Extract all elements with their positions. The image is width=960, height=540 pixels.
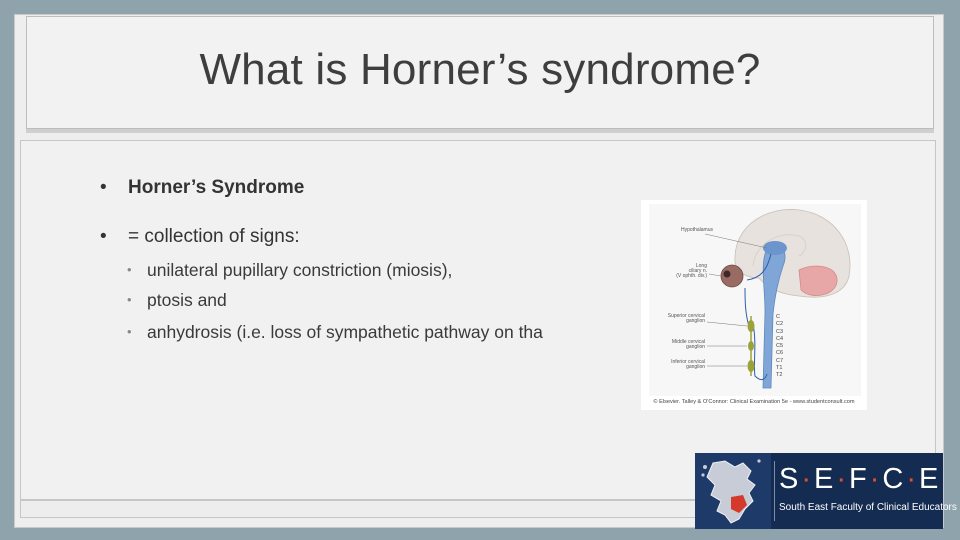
bullet-dot: • [100, 177, 107, 198]
bullet-dot: • [127, 292, 132, 307]
label-long-ciliary: Long ciliary n. (V ophth. div.) [676, 263, 707, 279]
level-label: C2 [776, 321, 784, 328]
bullet-item [100, 177, 304, 199]
sub-bullet-item [127, 260, 452, 281]
scotland-map-icon [695, 453, 771, 529]
logo-letter: F [849, 463, 870, 495]
logo-separator: · [836, 463, 850, 495]
sub-bullet-item [127, 322, 543, 343]
figure-panel [649, 204, 861, 396]
title-divider [26, 128, 934, 133]
leader-line [709, 274, 721, 276]
logo-letter: E [919, 463, 942, 495]
logo-separator: · [906, 463, 920, 495]
logo-letter: C [882, 463, 907, 495]
sub-bullet-text: ptosis and [147, 290, 227, 310]
level-label: T2 [776, 372, 783, 379]
logo-separator: · [869, 463, 883, 495]
slide-title: What is Horner’s syndrome? [199, 45, 761, 94]
label-hypothalamus: Hypothalamus [681, 227, 713, 233]
level-label: C6 [776, 350, 784, 357]
level-label: T1 [776, 365, 783, 372]
level-label: C7 [776, 357, 784, 364]
sub-bullet-item [127, 290, 227, 311]
logo-tagline: South East Faculty of Clinical Educators [779, 502, 957, 513]
bullet-dot: • [127, 324, 132, 339]
bullet-dot: • [100, 226, 107, 247]
level-label: C [776, 314, 780, 320]
label-inferior-ganglion: Inferior cervical ganglion [671, 359, 705, 370]
level-label: C3 [776, 328, 784, 335]
bullet-dot: • [127, 262, 132, 277]
cerebellum [799, 266, 837, 296]
level-label: C4 [776, 335, 784, 342]
nerve-path [745, 288, 749, 326]
leader-line [707, 322, 747, 326]
label-superior-ganglion: Superior cervical ganglion [667, 313, 705, 324]
logo-divider [774, 461, 775, 521]
label-middle-ganglion: Middle cervical ganglion [671, 339, 705, 350]
bullet-text: = collection of signs: [128, 226, 300, 247]
pupil [724, 271, 731, 278]
logo-letter: S [779, 463, 802, 495]
anatomy-figure [641, 200, 867, 410]
figure-caption: © Elsevier. Talley & O’Connor: Clinical Examination 5e - www.studentconsult.com [653, 399, 855, 405]
bullet-text: Horner’s Syndrome [128, 177, 305, 198]
logo-letter: E [814, 463, 837, 495]
sub-bullet-text: unilateral pupillary constriction (miosis), [147, 260, 453, 280]
bullet-item [100, 226, 300, 248]
sub-bullet-text: anhydrosis (i.e. loss of sympathetic pathway on tha [147, 322, 543, 342]
level-label: C5 [776, 343, 784, 350]
title-box [26, 16, 934, 130]
sefce-logo [695, 453, 957, 529]
logo-separator: · [801, 463, 815, 495]
logo-wordmark [779, 463, 941, 496]
vertebral-levels [776, 314, 783, 380]
